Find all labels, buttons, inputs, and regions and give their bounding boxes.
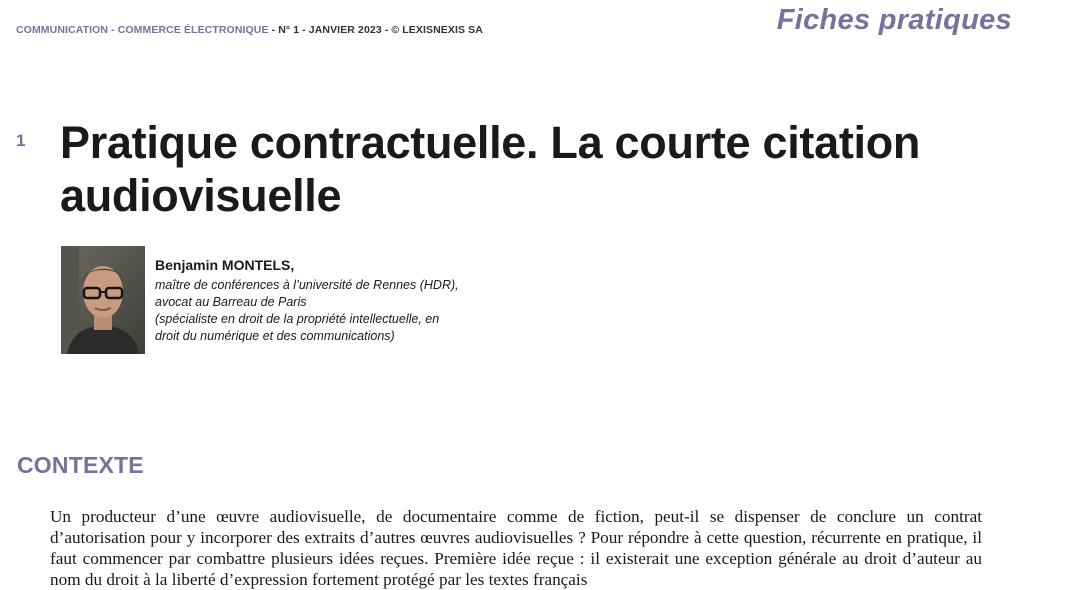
body-paragraph: Un producteur d’une œuvre audiovisuelle, de documentaire comme de fiction, peut-il se dispenser de conclure un contrat d’autorisation pour y incorporer des extraits d’autres œuvres audiovisuelles ? Pour répondre à cette question, récurrente en pratique, il faut commencer par combattre plusieurs idées reçues. Première idée reçue : il existerait une exception générale au droit d’auteur au nom du droit à la liberté d’expression fortement protégé par les textes français — [50, 507, 982, 589]
author-info — [155, 257, 575, 345]
journal-name: COMMUNICATION - COMMERCE ÉLECTRONIQUE — [16, 24, 269, 36]
author-title-line: (spécialiste en droit de la propriété intellectuelle, en — [155, 312, 440, 326]
author-photo — [61, 246, 145, 354]
running-header — [16, 24, 483, 36]
article-number: 1 — [16, 131, 26, 150]
section-label: Fiches pratiques — [776, 4, 1012, 36]
author-title-line: maître de conférences à l’université de Rennes (HDR), — [155, 278, 459, 292]
article-title: Pratique contractuelle. La courte citation audiovisuelle — [60, 117, 921, 221]
author-portrait-icon — [61, 246, 145, 354]
author-title-line: droit du numérique et des communications) — [155, 329, 395, 343]
issue-info: - N° 1 - JANVIER 2023 - © LEXISNEXIS SA — [268, 24, 483, 36]
author-name: Benjamin MONTELS, — [155, 257, 295, 273]
section-heading: CONTEXTE — [17, 452, 144, 478]
author-title-line: avocat au Barreau de Paris — [155, 295, 307, 309]
